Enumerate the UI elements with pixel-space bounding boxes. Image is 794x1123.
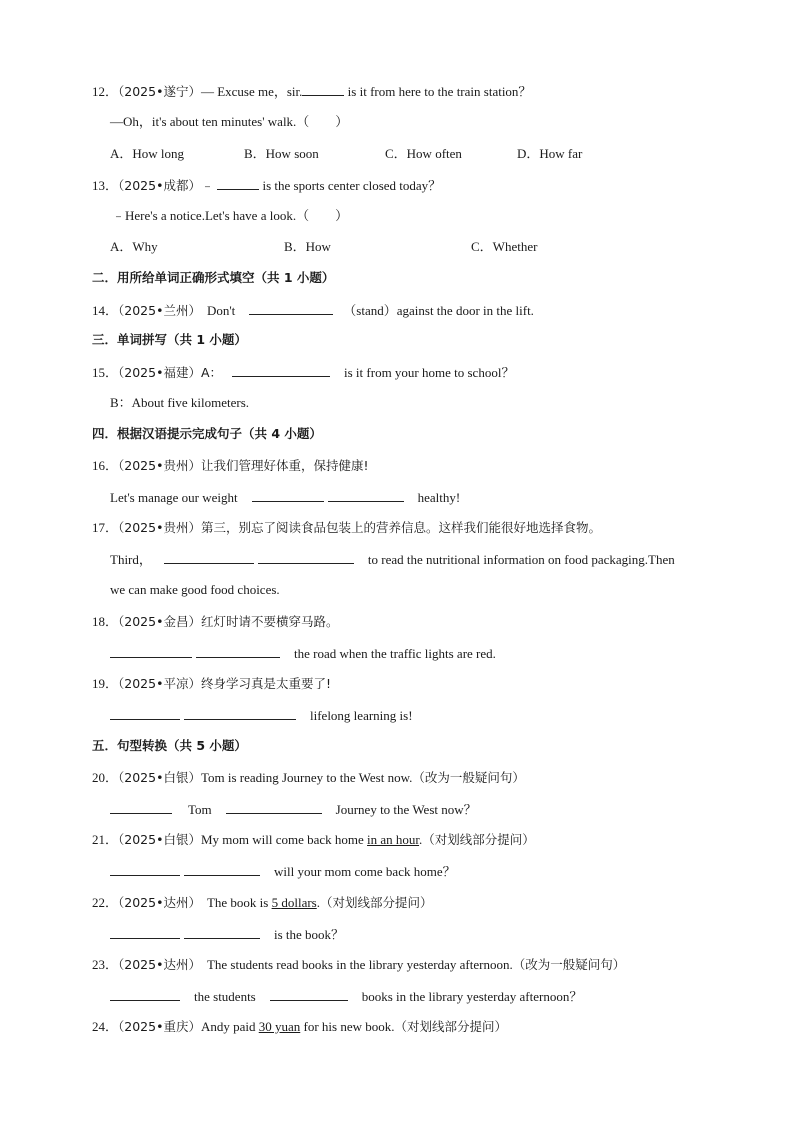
question-22-answer	[110, 925, 344, 944]
option-b[interactable]: B．How	[284, 239, 331, 254]
question-stem: to read the nutritional information on food packaging.Then	[367, 552, 675, 567]
question-20-answer	[110, 800, 477, 819]
question-19	[92, 675, 331, 693]
question-stem: books in the library yesterday afternoon？	[361, 989, 583, 1004]
question-source: （2025•达州）	[118, 957, 201, 972]
question-stem: Tom	[188, 802, 212, 817]
question-number: 20．	[92, 770, 119, 785]
option-a[interactable]: A．Why	[110, 239, 158, 254]
answer-blank[interactable]	[196, 644, 280, 658]
question-stem: Andy paid	[200, 1019, 259, 1034]
question-24	[92, 1018, 507, 1036]
question-stem: .	[419, 832, 423, 847]
question-number: 23．	[92, 957, 119, 972]
option-c[interactable]: C．How often	[385, 146, 462, 161]
question-stem: .	[316, 895, 320, 910]
question-stem: Third，	[110, 552, 152, 567]
question-stem: Journey to the West now？	[335, 802, 477, 817]
section-heading: 二．用所给单词正确形式填空（共 1 小题）	[92, 270, 335, 285]
answer-blank[interactable]	[110, 987, 180, 1001]
question-13-reply: ﹣Here's a notice.Let's have a look.（ ）	[112, 208, 349, 223]
question-12	[92, 82, 531, 101]
question-stem: the students	[194, 989, 256, 1004]
underlined-phrase: 30 yuan	[258, 1019, 301, 1034]
question-source: （2025•福建）A：	[118, 365, 223, 380]
question-19-answer	[110, 706, 413, 725]
question-instruction: （对划线部分提问）	[422, 832, 535, 847]
question-stem: will your mom come back home？	[274, 864, 456, 879]
question-source: （2025•贵州）让我们管理好体重，保持健康!	[118, 458, 369, 473]
underlined-phrase: 5 dollars	[271, 895, 317, 910]
question-source: （2025•白银）	[118, 770, 201, 785]
underlined-phrase: in an hour	[367, 832, 420, 847]
option-d[interactable]: D．How far	[517, 146, 583, 161]
answer-blank[interactable]	[252, 488, 324, 502]
question-12-reply: —Oh，it's about ten minutes' walk.（ ）	[110, 114, 349, 129]
question-16-answer	[110, 488, 460, 507]
section-heading: 三．单词拼写（共 1 小题）	[92, 332, 247, 347]
question-stem: The book is	[206, 895, 272, 910]
question-number: 21．	[92, 832, 119, 847]
question-number: 15．	[92, 365, 119, 380]
question-number: 17．	[92, 520, 119, 535]
question-21-answer	[110, 862, 456, 881]
question-18-answer	[110, 644, 496, 663]
question-stem: is the sports center closed today？	[262, 178, 442, 193]
question-16	[92, 457, 368, 475]
question-15-reply: B：About five kilometers.	[110, 395, 250, 410]
question-number: 24．	[92, 1019, 119, 1034]
question-number: 19．	[92, 676, 119, 691]
question-instruction: （改为一般疑问句）	[412, 770, 525, 785]
answer-blank[interactable]	[270, 987, 348, 1001]
answer-blank[interactable]	[110, 800, 172, 814]
question-number: 18．	[92, 614, 119, 629]
question-15	[92, 363, 514, 382]
section-heading: 五．句型转换（共 5 小题）	[92, 738, 247, 753]
question-23	[92, 956, 625, 974]
question-stem: healthy!	[417, 490, 461, 505]
question-23-answer	[110, 987, 582, 1006]
question-stem: the road when the traffic lights are red.	[294, 646, 496, 661]
question-stem: Let's manage our weight	[110, 490, 238, 505]
question-instruction: （对划线部分提问）	[394, 1019, 508, 1034]
answer-blank[interactable]	[302, 82, 344, 96]
question-22	[92, 894, 433, 912]
question-source: （2025•白银）	[118, 832, 201, 847]
answer-blank[interactable]	[226, 800, 322, 814]
option-b[interactable]: B．How soon	[244, 146, 319, 161]
question-number: 12．	[92, 84, 119, 99]
question-stem: Don't	[206, 303, 236, 318]
question-21	[92, 831, 535, 849]
question-source: （2025•贵州）第三，别忘了阅读食品包装上的营养信息。这样我们能很好地选择食物。	[118, 520, 601, 535]
answer-blank[interactable]	[110, 862, 180, 876]
question-20	[92, 769, 525, 787]
question-stem: — Excuse me，sir.	[200, 84, 303, 99]
question-number: 16．	[92, 458, 119, 473]
question-source: （2025•成都）	[118, 178, 201, 193]
answer-blank[interactable]	[217, 176, 259, 190]
answer-blank[interactable]	[184, 862, 260, 876]
question-14	[92, 301, 534, 320]
answer-blank[interactable]	[249, 301, 333, 315]
question-source: （2025•达州）	[118, 895, 201, 910]
question-stem: is it from here to the train station？	[347, 84, 532, 99]
answer-blank[interactable]	[232, 363, 330, 377]
question-stem: lifelong learning is!	[310, 708, 413, 723]
question-stem: The students read books in the library yesterday afternoon.	[206, 957, 513, 972]
question-stem: is it from your home to school？	[344, 365, 515, 380]
section-heading: 四．根据汉语提示完成句子（共 4 小题）	[92, 426, 322, 441]
question-13	[92, 176, 441, 195]
question-source: （2025•兰州）	[118, 303, 201, 318]
option-c[interactable]: C．Whether	[471, 239, 538, 254]
question-number: 13．	[92, 178, 119, 193]
question-instruction: （改为一般疑问句）	[512, 957, 626, 972]
question-source: （2025•金昌）红灯时请不要横穿马路。	[118, 614, 339, 629]
question-source: （2025•遂宁）	[118, 84, 201, 99]
option-a[interactable]: A．How long	[110, 146, 185, 161]
question-stem: ﹣	[200, 178, 214, 193]
answer-blank[interactable]	[110, 706, 180, 720]
question-source: （2025•重庆）	[118, 1019, 201, 1034]
question-stem: Tom is reading Journey to the West now.	[200, 770, 413, 785]
question-stem: is the book？	[274, 927, 345, 942]
question-stem: for his new book.	[300, 1019, 395, 1034]
question-instruction: （对划线部分提问）	[319, 895, 433, 910]
answer-blank[interactable]	[110, 925, 180, 939]
question-17	[92, 519, 601, 537]
question-stem: My mom will come back home	[200, 832, 368, 847]
question-17-continued: we can make good food choices.	[110, 582, 280, 597]
question-stem: （stand）against the door in the lift.	[343, 303, 534, 318]
question-number: 22．	[92, 895, 119, 910]
question-source: （2025•平凉）终身学习真是太重要了!	[118, 676, 331, 691]
answer-blank[interactable]	[164, 550, 254, 564]
question-18	[92, 613, 338, 631]
answer-blank[interactable]	[184, 706, 296, 720]
question-number: 14．	[92, 303, 119, 318]
answer-blank[interactable]	[258, 550, 354, 564]
answer-blank[interactable]	[110, 644, 192, 658]
answer-blank[interactable]	[328, 488, 404, 502]
answer-blank[interactable]	[184, 925, 260, 939]
question-17-answer	[110, 550, 675, 569]
